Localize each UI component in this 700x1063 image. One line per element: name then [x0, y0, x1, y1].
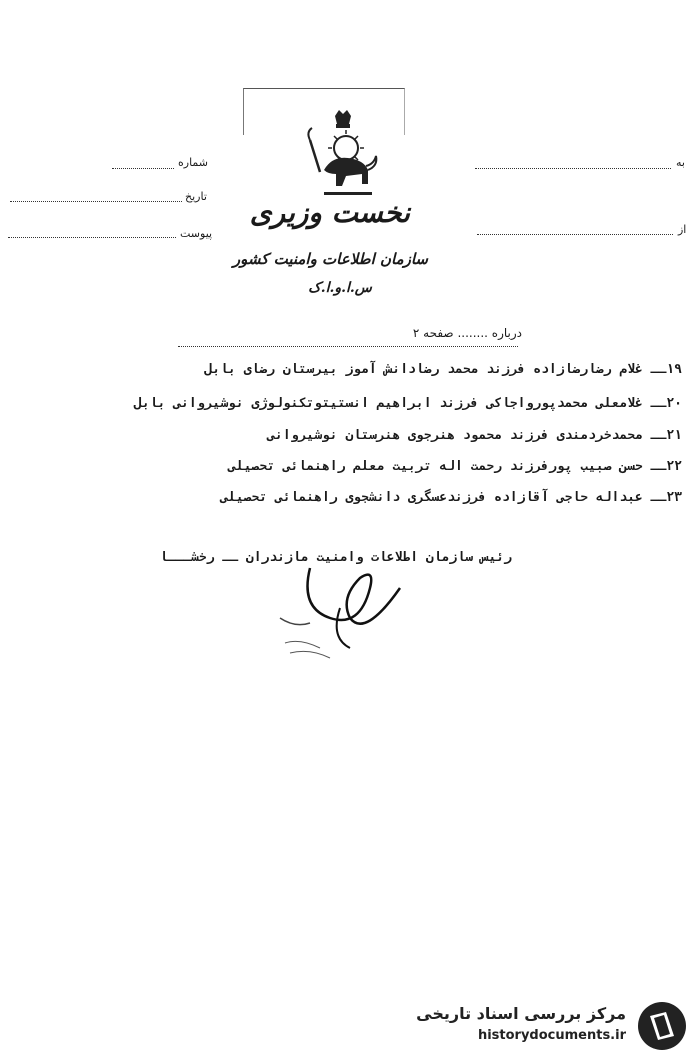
from-label: از	[678, 223, 687, 236]
signatory-line: رئیس سازمان اطلاعات وامنیت مازندران ــ رخشـــا	[159, 550, 512, 565]
number-field[interactable]	[112, 168, 174, 169]
to-field[interactable]	[475, 168, 671, 169]
subject-dotted-line	[178, 346, 518, 347]
date-label: تاریخ	[185, 190, 207, 203]
number-label: شماره	[178, 156, 209, 169]
attachment-field[interactable]	[8, 237, 176, 238]
from-field[interactable]	[477, 234, 673, 235]
org-subtitle: سازمان اطلاعات وامنیت کشور	[232, 250, 428, 268]
list-item: ۲۲ــ حسن صبیب پورفرزند رحمت اله تربیت معلم راهنمائی تحصیلی	[228, 459, 682, 474]
watermark-url: historydocuments.ir	[477, 1028, 626, 1043]
list-item: ۲۱ــ محمدخردمندی فرزند محمود هنرجوی هنرستان نوشیروانی	[267, 428, 682, 443]
org-title: نخست وزیری	[249, 196, 410, 229]
list-item: ۱۹ــ غلام رضارضازاده فرزند محمد رضادانش آموز بیرستان رضای بابل	[204, 362, 682, 377]
date-field[interactable]	[10, 201, 182, 202]
subject-label: درباره	[491, 326, 522, 340]
page-number: صفحه ۲	[412, 326, 454, 340]
list-item: ۲۳ــ عبداله حاجی آقازاده فرزندعسگری دانشجوی راهنمائی تحصیلی	[220, 490, 682, 505]
subject-line: درباره ........ صفحه ۲	[412, 326, 522, 340]
list-item: ۲۰ــ غلامعلی محمدپورواجاکی فرزند ابراهیم انستیتوتکنولوژی نوشیروانی بابل	[134, 396, 682, 411]
book-logo-icon	[636, 1000, 688, 1052]
watermark	[412, 1000, 688, 1052]
watermark-title: مرکز بررسی اسناد تاریخی	[416, 1004, 626, 1023]
org-code: س.ا.و.ا.ک	[308, 280, 372, 296]
lion-and-sun-emblem	[302, 110, 384, 202]
attachment-label: پیوست	[180, 227, 213, 240]
to-label: به	[676, 156, 685, 169]
handwritten-signature	[240, 548, 440, 668]
